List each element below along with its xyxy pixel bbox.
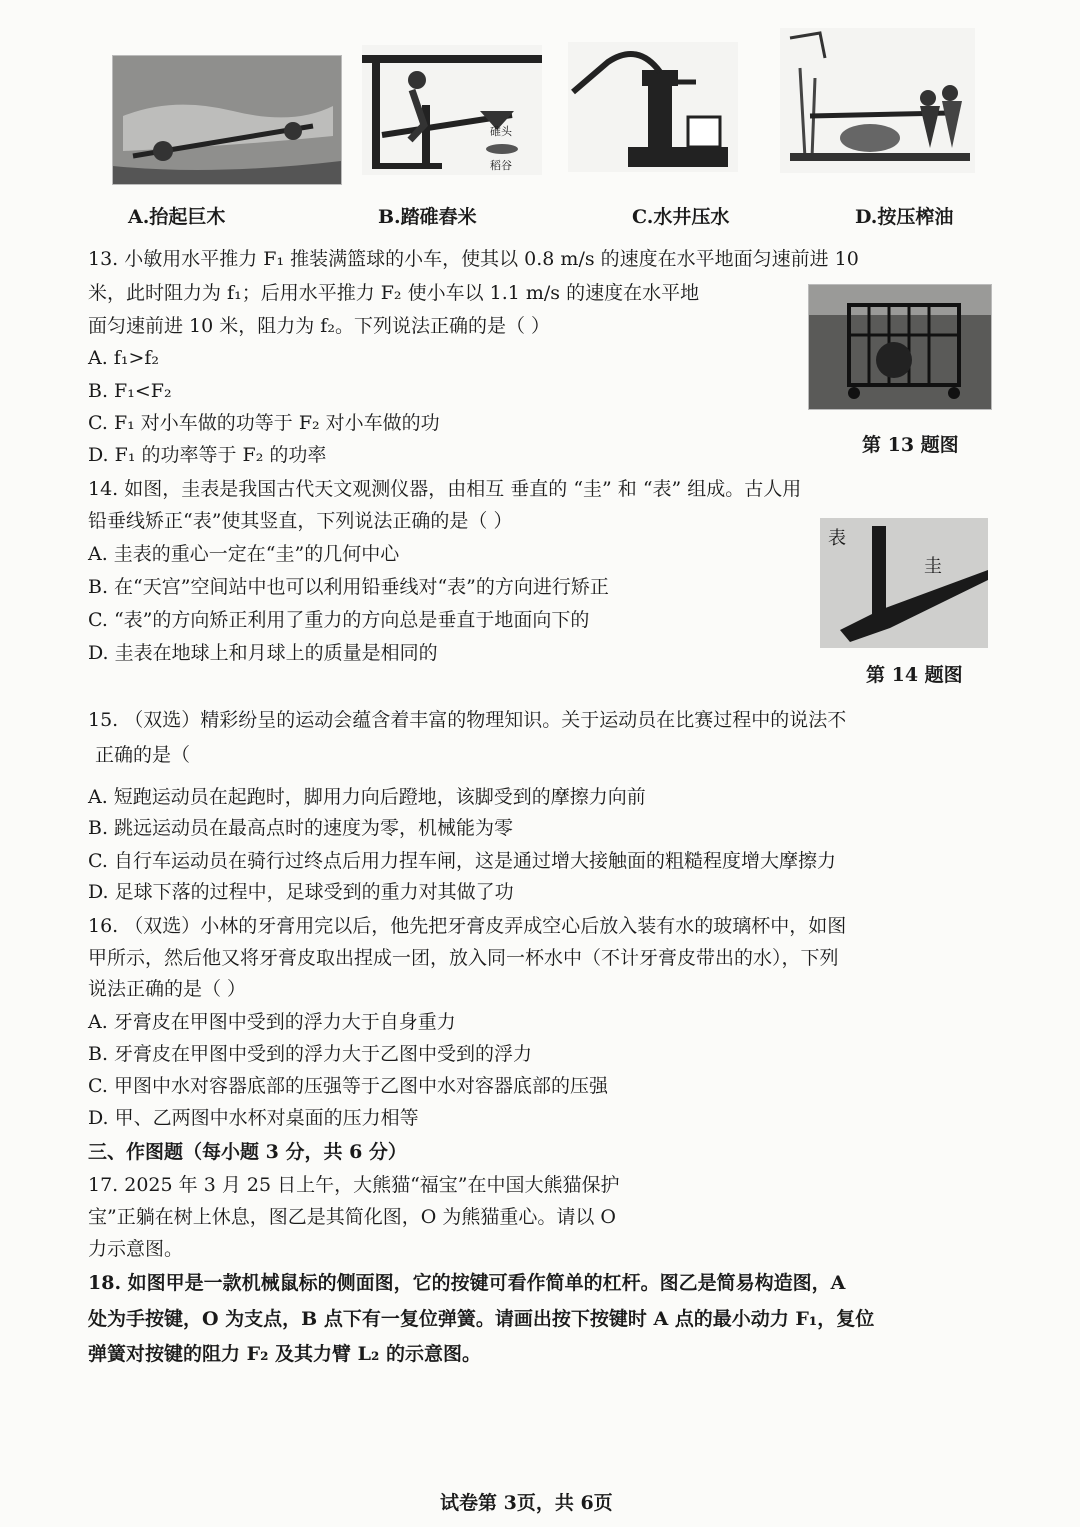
q15-option-b: B. 跳远运动员在最高点时的速度为零，机械能为零	[88, 817, 514, 839]
q13-option-b: B. F₁<F₂	[88, 380, 172, 402]
q13-line3: 面匀速前进 10 米，阻力为 f₂。下列说法正确的是（ ）	[88, 315, 550, 337]
q16-line2: 甲所示，然后他又将牙膏皮取出捏成一团，放入同一杯水中（不计牙膏皮带出的水），下列	[88, 947, 839, 969]
q18-line1: 18. 如图甲是一款机械鼠标的侧面图，它的按键可看作简单的杠杆。图乙是简易构造图，A	[88, 1272, 846, 1294]
q14-option-c: C. “表”的方向矫正利用了重力的方向总是垂直于地面向下的	[88, 609, 590, 631]
q13-line1: 13. 小敏用水平推力 F₁ 推装满篮球的小车，使其以 0.8 m/s 的速度在水平地面匀速前进 10	[88, 248, 859, 270]
q12-option-a: A.抬起巨木	[128, 206, 226, 228]
q16-option-a: A. 牙膏皮在甲图中受到的浮力大于自身重力	[88, 1011, 456, 1033]
q17-line1: 17. 2025 年 3 月 25 日上午，大熊猫“福宝”在中国大熊猫保护	[88, 1174, 620, 1196]
q13-option-c: C. F₁ 对小车做的功等于 F₂ 对小车做的功	[88, 412, 440, 434]
q17-line2: 宝”正躺在树上休息，图乙是其简化图，O 为熊猫重心。请以 O	[88, 1206, 616, 1228]
q14-figure-caption: 第 14 题图	[866, 664, 963, 686]
page-footer: 试卷第 3页，共 6页	[440, 1492, 613, 1514]
label-biao: 表	[828, 528, 846, 549]
well-pump-illustration	[568, 42, 738, 172]
q16-option-d: D. 甲、乙两图中水杯对桌面的压力相等	[88, 1107, 419, 1129]
q14-line2: 铅垂线矫正“表”使其竖直，下列说法正确的是（ ）	[88, 510, 513, 532]
section-heading: 三、作图题（每小题 3 分，共 6 分）	[88, 1141, 407, 1163]
q16-option-b: B. 牙膏皮在甲图中受到的浮力大于乙图中受到的浮力	[88, 1043, 533, 1065]
q18-line2: 处为手按键，O 为支点，B 点下有一复位弹簧。请画出按下按键时 A 点的最小动力 F₁，复位	[88, 1308, 875, 1330]
q13-option-a: A. f₁>f₂	[88, 347, 160, 369]
image-guibiao	[820, 518, 988, 648]
q13-figure-caption: 第 13 题图	[862, 434, 959, 456]
image-well-pump	[568, 42, 738, 172]
q13-option-d: D. F₁ 的功率等于 F₂ 的功率	[88, 444, 327, 466]
image-basketball-cart	[808, 284, 992, 410]
q15-line2: 正确的是（	[95, 744, 191, 766]
q16-option-c: C. 甲图中水对容器底部的压强等于乙图中水对容器底部的压强	[88, 1075, 608, 1097]
q15-option-a: A. 短跑运动员在起跑时，脚用力向后蹬地，该脚受到的摩擦力向前	[88, 786, 646, 808]
lift-log-illustration	[113, 56, 341, 184]
q14-option-a: A. 圭表的重心一定在“圭”的几何中心	[88, 543, 400, 565]
oil-press-illustration	[780, 28, 975, 173]
q12-option-b: B.踏碓舂米	[378, 206, 477, 228]
image-lift-log	[112, 55, 342, 185]
q17-line3: 力示意图。	[88, 1238, 184, 1260]
q18-line3: 弹簧对按键的阻力 F₂ 及其力臂 L₂ 的示意图。	[88, 1343, 481, 1365]
q15-option-d: D. 足球下落的过程中，足球受到的重力对其做了功	[88, 881, 514, 903]
q12-option-c: C.水井压水	[632, 206, 730, 228]
q14-option-b: B. 在“天宫”空间站中也可以利用铅垂线对“表”的方向进行矫正	[88, 576, 609, 598]
label-gui: 圭	[924, 556, 942, 577]
tag-pestle-head: 碓头	[490, 125, 512, 138]
q12-option-d: D.按压榨油	[855, 206, 954, 228]
q16-line1: 16. （双选）小林的牙膏用完以后，他先把牙膏皮弄成空心后放入装有水的玻璃杯中，如图	[88, 915, 847, 937]
tag-rice: 稻谷	[490, 159, 512, 172]
q14-option-d: D. 圭表在地球上和月球上的质量是相同的	[88, 642, 438, 664]
image-treadle-pestle	[362, 45, 542, 175]
q14-line1: 14. 如图，圭表是我国古代天文观测仪器，由相互 垂直的 “圭” 和 “表” 组成。古人用	[88, 478, 802, 500]
basketball-cart-illustration	[809, 285, 991, 409]
image-oil-press	[780, 28, 975, 173]
q16-line3: 说法正确的是（ ）	[88, 978, 247, 1000]
treadle-pestle-illustration	[362, 45, 542, 175]
q15-line1: 15. （双选）精彩纷呈的运动会蕴含着丰富的物理知识。关于运动员在比赛过程中的说法不	[88, 709, 847, 731]
q13-line2: 米，此时阻力为 f₁；后用水平推力 F₂ 使小车以 1.1 m/s 的速度在水平地	[88, 282, 700, 304]
q15-option-c: C. 自行车运动员在骑行过终点后用力捏车闸，这是通过增大接触面的粗糙程度增大摩擦力	[88, 850, 836, 872]
